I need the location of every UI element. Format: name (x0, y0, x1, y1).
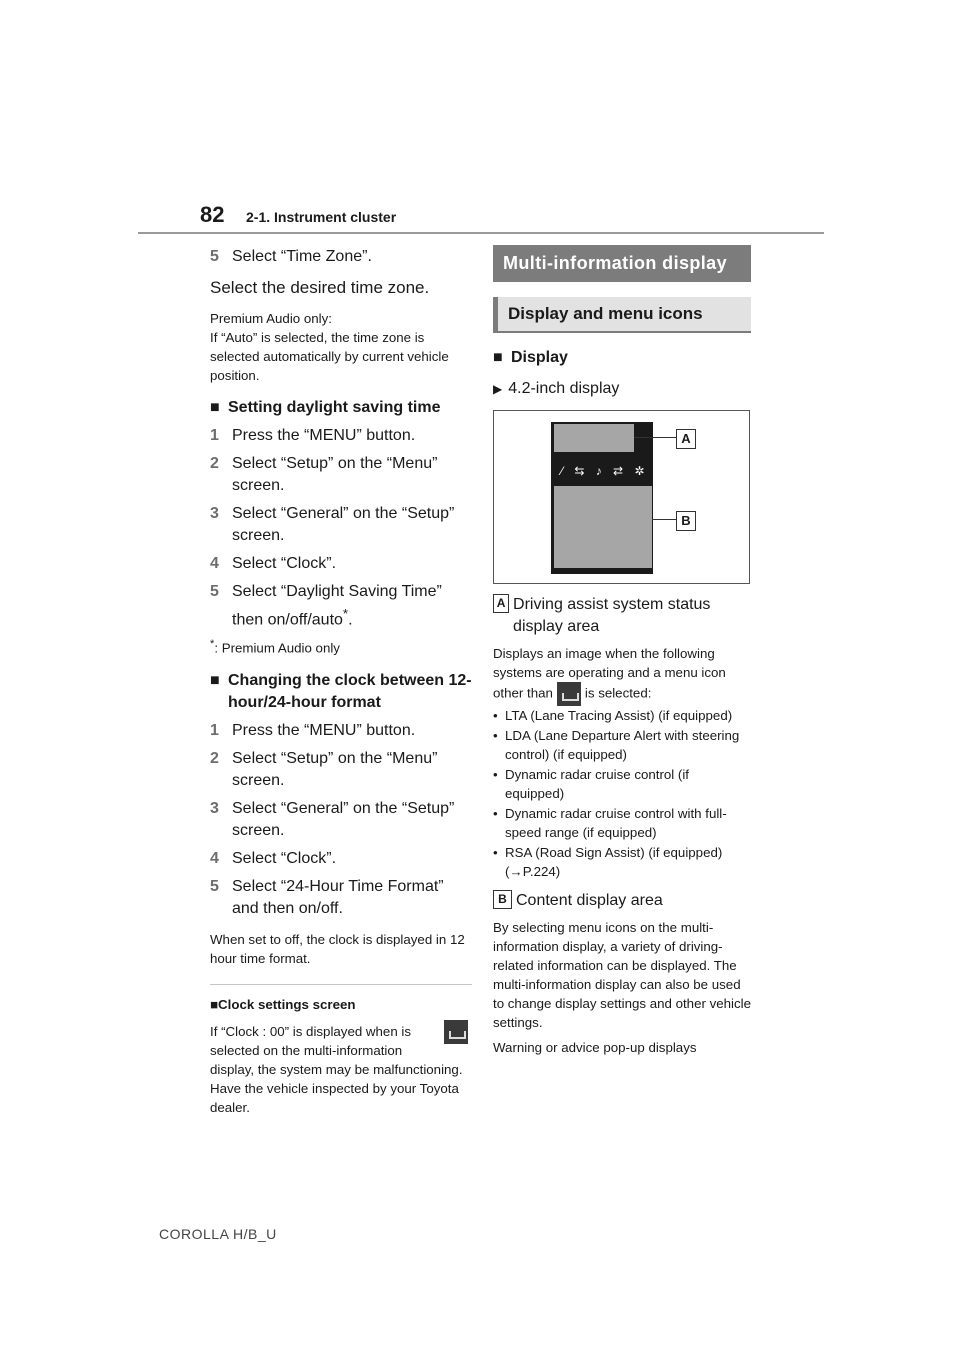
status-display-area (554, 424, 634, 452)
driving-assist-icon (557, 682, 581, 706)
display-label: ■ Display (493, 349, 568, 366)
list-item: • Dynamic radar cruise control with full-speed range (if equipped) (493, 805, 727, 840)
step-item: 1 Press the “MENU” button. (210, 427, 416, 444)
page-number: 82 (200, 202, 225, 227)
step-item: 2 Select “Setup” on the “Menu” screen. (210, 749, 438, 789)
step-item: 4 Select “Clock”. (210, 849, 337, 867)
area-a-text: Displays an image when the following systems are operating and a menu icon other than is selected: (493, 644, 751, 706)
area-a-title: A Driving assist system status display area (493, 594, 751, 638)
display-diagram (493, 410, 750, 584)
list-item: • LDA (Lane Departure Alert with steering control) (if equipped) (493, 727, 740, 762)
dst-heading: ■ Setting daylight saving time (210, 399, 441, 416)
instruction-text: Select the desired time zone. (210, 278, 430, 297)
display-size: ▶ 4.2-inch display (493, 380, 620, 397)
clock-format-heading: ■ Changing the clock between 12-hour/24-hour format (210, 671, 472, 711)
right-column (493, 240, 751, 1057)
section-divider (210, 984, 472, 985)
clock-settings-heading: ■Clock settings screen (210, 996, 356, 1012)
system-list (493, 706, 751, 882)
footnote: *: Premium Audio only (210, 638, 340, 656)
clock-steps (210, 720, 472, 920)
dst-steps (210, 425, 472, 631)
step-item: 2 Select “Setup” on the “Menu” screen. (210, 455, 438, 494)
callout-b: B (676, 511, 696, 531)
warning-text: Warning or advice pop-up displays (493, 1039, 697, 1055)
clock-note: When set to off, the clock is displayed in 12 hour time format. (210, 931, 465, 966)
step-item: 3 Select “General” on the “Setup” screen. (210, 505, 455, 544)
step-item: 3 Select “General” on the “Setup” screen. (210, 799, 455, 839)
step-item: 1 Press the “MENU” button. (210, 721, 416, 739)
callout-a: A (676, 429, 696, 449)
footer-model: COROLLA H/B_U (159, 1226, 277, 1242)
left-column (210, 240, 472, 1117)
header-divider (138, 232, 824, 234)
sub-heading: Display and menu icons (493, 297, 751, 333)
premium-note: Premium Audio only: If “Auto” is selected, the time zone is selected automatically by current vehicle position. (210, 311, 449, 383)
clock-settings-text: If “Clock : 00” is displayed when is selected on the multi-information display, the system may be malfunctioning. Have the vehicle inspected by your Toyota dealer. (210, 1022, 472, 1117)
step-item: 5 Select “24-Hour Time Format” and then on/off. (210, 877, 444, 917)
step-item: 5 Select “Daylight Saving Time” then on/off/auto*. (210, 583, 442, 629)
section-title: 2-1. Instrument cluster (246, 209, 397, 225)
step-item: 4 Select “Clock”. (210, 555, 337, 572)
gear-icon (444, 1020, 468, 1044)
area-b-title: B Content display area (493, 890, 751, 912)
list-item: • LTA (Lane Tracing Assist) (if equipped) (493, 708, 733, 723)
list-item: • Dynamic radar cruise control (if equipped) (493, 766, 689, 801)
content-display-area (554, 486, 652, 568)
menu-icons: ⁄ ⇆ ♪ ⇄ ✲ ⚠ (561, 464, 671, 478)
area-b-text: By selecting menu icons on the multi-information display, a variety of driving-related information can be displayed. The multi-information display can also be used to change display settings and other vehicle settings. (493, 919, 751, 1030)
list-item: • RSA (Road Sign Assist) (if equipped) (→P.224) (493, 844, 723, 879)
step-item: 5 Select “Time Zone”. (210, 248, 372, 265)
main-heading: Multi-information display (493, 245, 751, 282)
display-screen (551, 422, 671, 574)
